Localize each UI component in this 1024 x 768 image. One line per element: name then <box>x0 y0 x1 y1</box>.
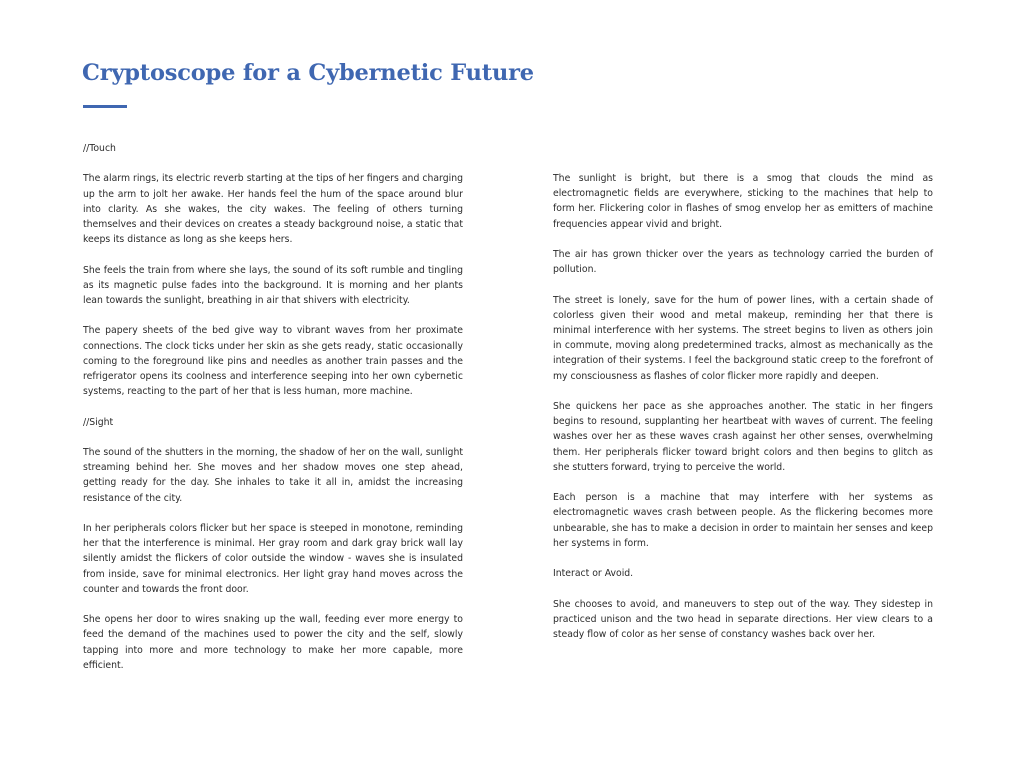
right-column <box>553 171 933 657</box>
paragraph: The street is lonely, save for the hum of power lines, with a certain shade of colorless given their wood and metal makeup, reminding her that there is minimal interference with her systems. The street begins to liven as others join in commute, moving along predetermined tracks, almost as mechanically as the integration of their systems. I feel the background static creep to the forefront of my consciousness as flashes of color flicker more rapidly and deepen. <box>553 294 933 382</box>
paragraph: The alarm rings, its electric reverb starting at the tips of her fingers and charging up the arm to jolt her awake. Her hands feel the hum of the space around blur into clarity. As she wakes, the city wakes. The feeling of others turning themselves and their devices on creates a steady background noise, a static that keeps its distance as long as she keeps hers. <box>83 173 463 246</box>
section-heading-touch: //Touch <box>83 143 116 154</box>
title-divider <box>83 105 127 108</box>
paragraph: She chooses to avoid, and maneuvers to step out of the way. They sidestep in practiced unison and the two head in separate directions. Her view clears to a steady flow of color as her sense of constancy washes back over her. <box>553 598 933 640</box>
paragraph: Each person is a machine that may interfere with her systems as electromagnetic waves crash between people. As the flickering becomes more unbearable, she has to make a decision in order to maintain her senses and keep her systems in form. <box>553 492 933 549</box>
paragraph: The sound of the shutters in the morning, the shadow of her on the wall, sunlight streaming behind her. She moves and her shadow moves one step ahead, getting ready for the day. She inhales to take it all in, amidst the increasing resistance of the city. <box>83 446 463 504</box>
paragraph: She feels the train from where she lays, the sound of its soft rumble and tingling as its magnetic pulse fades into the background. It is morning and her plants lean towards the sunlight, breathing in air that shivers with electricity. <box>83 264 463 306</box>
section-heading-sight: //Sight <box>83 416 114 428</box>
paragraph: The sunlight is bright, but there is a smog that clouds the mind as electromagnetic fields are everywhere, sticking to the machines that help to form her. Flickering color in flashes of smog envelop her as emitters of machine frequencies appear vivid and bright. <box>553 173 933 230</box>
page-title: Cryptoscope for a Cybernetic Future <box>82 60 534 86</box>
paragraph: The air has grown thicker over the years as technology carried the burden of pollution. <box>553 249 933 276</box>
left-column <box>83 141 463 688</box>
paragraph: In her peripherals colors flicker but her space is steeped in monotone, reminding her that the interference is minimal. Her gray room and dark gray brick wall lay silently amidst the flickers of color outside the window - waves she is insulated from inside, save for minimal electronics. Her light gray hand moves across the counter and towards the front door. <box>83 522 463 595</box>
paragraph: The papery sheets of the bed give way to vibrant waves from her proximate connections. The clock ticks under her skin as she gets ready, static occasionally coming to the foreground like pins and needles as another train passes and the refrigerator opens its coolness and interference seeping into her own cybernetic systems, reacting to the part of her that is less human, more machine. <box>83 325 463 398</box>
interact-or-avoid-line: Interact or Avoid. <box>553 568 634 580</box>
paragraph: She quickens her pace as she approaches another. The static in her fingers begins to resound, supplanting her heartbeat with waves of current. The feeling washes over her as these waves crash against her other senses, overwhelming them. Her peripherals flicker toward bright colors and then begins to glitch as she stutters forward, trying to perceive the world. <box>553 401 933 473</box>
paragraph: She opens her door to wires snaking up the wall, feeding ever more energy to feed the demand of the machines used to power the city and the self, slowly tapping into more and more technology to make her more capable, more efficient. <box>83 614 463 671</box>
